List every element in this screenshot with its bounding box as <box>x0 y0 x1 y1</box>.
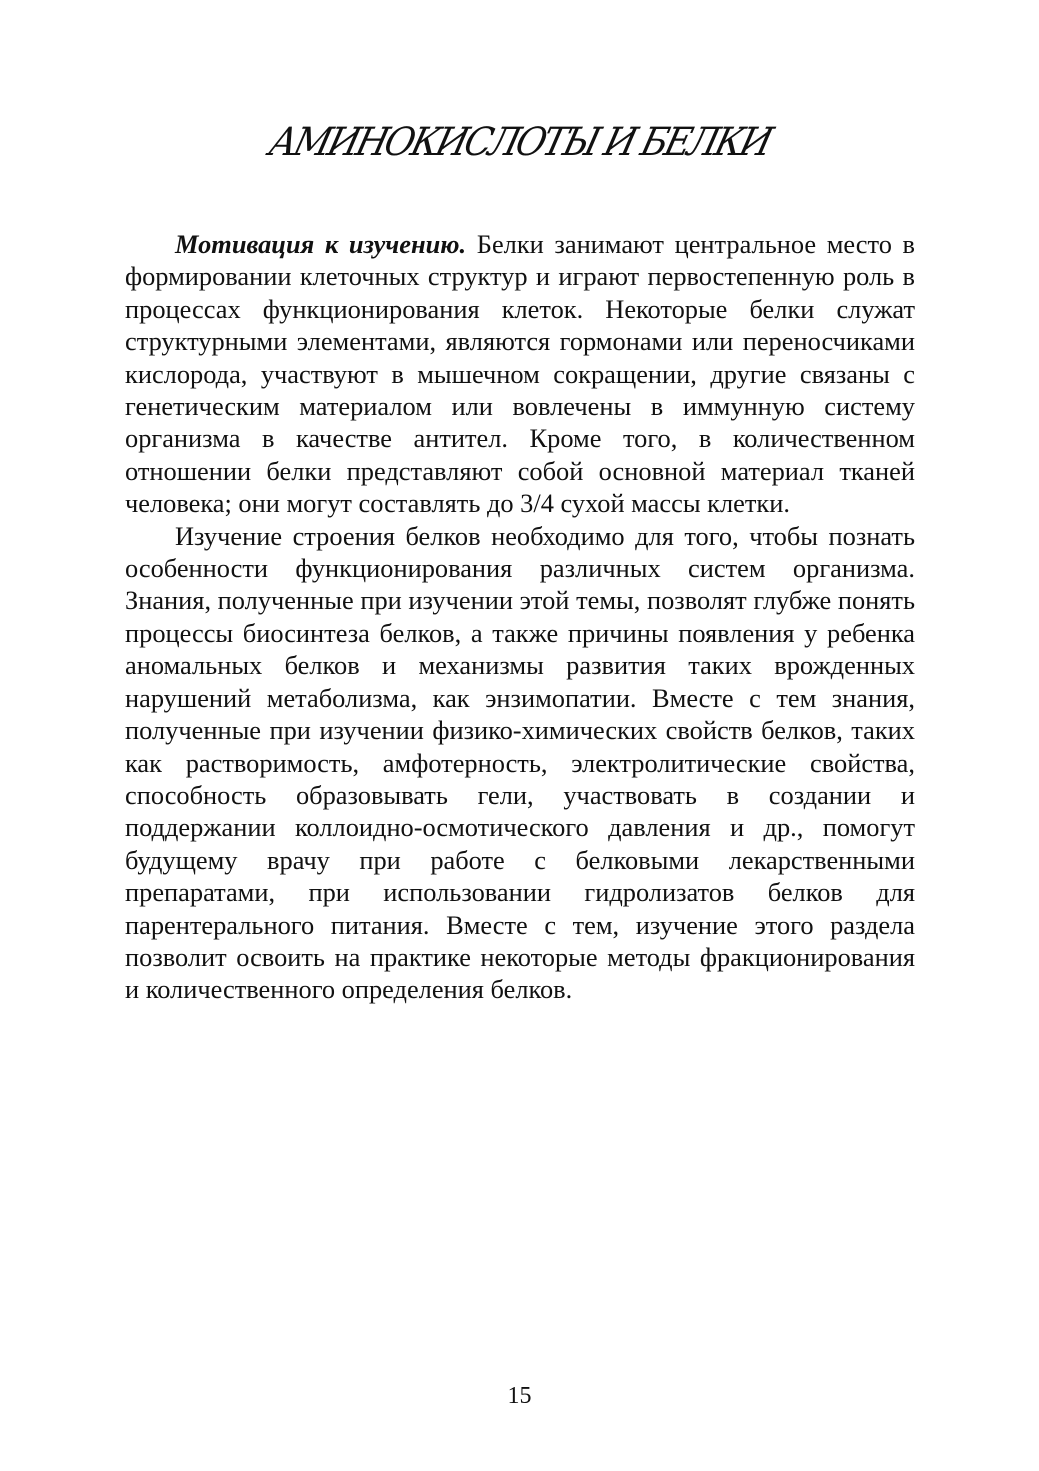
paragraph-text: Изучение строения белков необходимо для того, чтобы познать особенности функционирования различных систем организма. Знания, полученные при изучении этой темы, позволят глубже понять процессы биосинтеза белков, а также причины появления у ребенка аномальных белков и механизмы развития таких врожденных нарушений метаболизма, как энзимопатии. Вместе с тем знания, полученные при изучении физико-химических свойств белков, таких как растворимость, амфотерность, электролитические свойства, способность образовывать гели, участвовать в создании и поддержании коллоидно-осмотического давления и др., помогут будущему врачу при работе с белковыми лекарственными препаратами, при использовании гидролизатов белков для парентерального питания. Вместе с тем, изучение этого раздела позволит освоить на практике некоторые методы фракционирования и количественного определения белков. <box>125 520 915 1005</box>
paragraph-motivation <box>125 228 915 520</box>
chapter-title: АМИНОКИСЛОТЫ И БЕЛКИ <box>264 120 775 165</box>
paragraph-protein-study <box>125 520 915 1006</box>
body-text <box>125 228 915 1006</box>
motivation-heading: Мотивация к изучению. <box>175 229 467 259</box>
page-number: 15 <box>507 1383 532 1409</box>
paragraph-text: Белки занимают центральное место в формировании клеточных структур и играют первостепенную роль в процессах функционирования клеток. Некоторые белки служат структурными элементами, являются гормонами или переносчиками кислорода, участвуют в мышечном сокращении, другие связаны с генетическим материалом или вовлечены в иммунную систему организма в качестве антител. Кроме того, в количественном отношении белки представляют собой основной материал тканей человека; они могут составлять до 3/4 сухой массы клетки. <box>125 229 915 519</box>
